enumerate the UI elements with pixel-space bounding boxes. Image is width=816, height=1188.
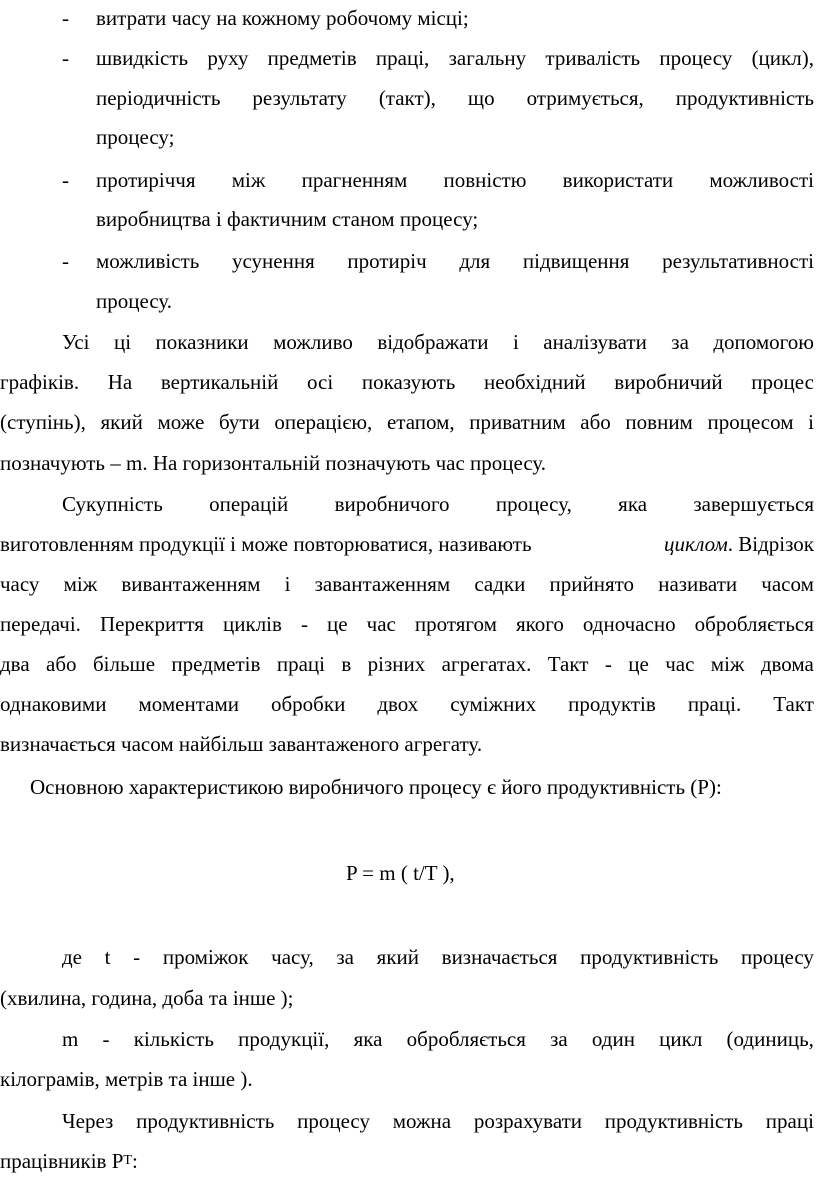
paragraph-line: два або більше предметів праці в різних агрегатах. Такт - це час між двома (0, 652, 814, 676)
paragraph-line: (ступінь), який може бути операцією, етапом, приватним або повним процесом і (0, 410, 814, 434)
paragraph-line: передачі. Перекриття циклів - це час протягом якого одночасно обробляється (0, 612, 814, 636)
bullet-2-line-2: періодичність результату (такт), що отримується, продуктивність (96, 86, 814, 110)
paragraph-line: працівників Р Т : (0, 1149, 138, 1174)
formula: P = m ( t/T ), (346, 861, 455, 885)
bullet-2-line-1: швидкість руху предметів праці, загальну тривалість процесу (цикл), (96, 46, 814, 70)
bullet-2-line-3: процесу; (96, 125, 175, 149)
definition-line: де t - проміжок часу, за який визначається продуктивність процесу (62, 945, 814, 969)
bullet-4-line-1: можливість усунення протиріч для підвищення результативності (96, 249, 814, 273)
paragraph-line: часу між вивантаженням і завантаженням садки прийнято називати часом (0, 572, 814, 596)
paragraph-productivity: Основною характеристикою виробничого процесу є його продуктивність (Р): (30, 775, 722, 799)
definition-line: (хвилина, година, доба та інше ); (0, 986, 294, 1010)
term-cycle: циклом (663, 532, 728, 556)
paragraph-line: Сукупність операцій виробничого процесу, яка завершується (62, 492, 814, 516)
bullet-3-line-2: виробництва і фактичним станом процесу; (96, 207, 479, 231)
paragraph-line: однаковими моментами обробки двох суміжних продуктів праці. Такт (0, 692, 814, 716)
paragraph-line: визначається часом найбільш завантаженого агрегату. (0, 732, 483, 756)
definition-line: m - кількість продукції, яка обробляється за один цикл (одиниць, (62, 1027, 814, 1051)
paragraph-line: виготовленням продукції і може повторюватися, називають циклом. Відрізок (0, 532, 814, 556)
subscript-t: Т (123, 1153, 132, 1168)
bullet-1-line-1: витрати часу на кожному робочому місці; (96, 6, 469, 30)
definition-line: кілограмів, метрів та інше ). (0, 1067, 253, 1091)
paragraph-line: позначують – m. На горизонтальній позначують час процесу. (0, 451, 547, 475)
paragraph-line: графіків. На вертикальній осі показують необхідний виробничий процес (0, 370, 814, 394)
bullet-4-line-2: процесу. (96, 289, 173, 313)
bullet-3-line-1: протиріччя між прагненням повністю використати можливості (96, 168, 814, 192)
bullet-dash: - (62, 168, 69, 192)
bullet-dash: - (62, 46, 69, 70)
paragraph-line: Усі ці показники можливо відображати і аналізувати за допомогою (62, 330, 814, 354)
bullet-dash: - (62, 6, 69, 30)
paragraph-line: Через продуктивність процесу можна розрахувати продуктивність праці (62, 1109, 814, 1133)
bullet-dash: - (62, 249, 69, 273)
